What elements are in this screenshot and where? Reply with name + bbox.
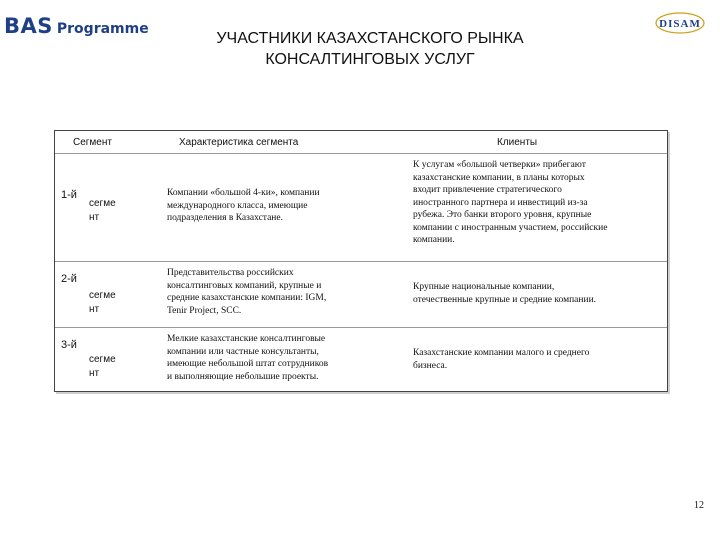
clients-line: иностранного партнера и инвестиций из-за	[413, 197, 588, 208]
characteristic-line: Компании «большой 4-ки», компании	[167, 188, 320, 198]
row-divider	[55, 327, 667, 328]
logo-programme-text: Programme	[56, 21, 149, 37]
clients-line: К услугам «большой четверки» прибегают	[413, 160, 586, 170]
characteristic-line: подразделения в Казахстане.	[167, 213, 283, 223]
title-line-2: КОНСАЛТИНГОВЫХ УСЛУГ	[265, 51, 475, 68]
bas-programme-logo	[4, 14, 149, 38]
clients-line: бизнеса.	[413, 360, 448, 371]
page-title	[150, 28, 590, 70]
disam-logo	[654, 10, 706, 36]
characteristic-line: международного класса, имеющие	[167, 200, 308, 211]
row-divider	[55, 261, 667, 262]
segment-number: 3-й	[61, 339, 77, 351]
segment-word: сегме нт	[89, 198, 116, 223]
segment-characteristic	[167, 333, 397, 383]
characteristic-line: Представительства российских	[167, 268, 294, 278]
segment-number: 1-й	[61, 189, 77, 201]
characteristic-line: компании или частные консультанты,	[167, 346, 319, 357]
title-line-1: УЧАСТНИКИ КАЗАХСТАНСКОГО РЫНКА	[216, 30, 524, 47]
segment-characteristic	[167, 187, 397, 225]
segment-clients	[413, 347, 663, 372]
segment-word: сегме нт	[89, 290, 116, 315]
header-divider	[55, 153, 667, 154]
segment-clients	[413, 159, 663, 247]
clients-line: Казахстанские компании малого и среднего	[413, 348, 590, 358]
column-header-segment: Сегмент	[73, 137, 112, 148]
page-number: 12	[694, 500, 704, 511]
segments-table	[54, 130, 668, 392]
clients-line: входит привлечение стратегического	[413, 185, 562, 195]
segment-characteristic	[167, 267, 397, 317]
characteristic-line: средние казахстанские компании: IGM,	[167, 293, 327, 303]
column-header-clients: Клиенты	[497, 137, 538, 148]
characteristic-line: консалтинговых компаний, крупные и	[167, 280, 322, 291]
segment-clients	[413, 281, 663, 306]
logo-bas-text: BAS	[4, 14, 53, 38]
disam-logo-graphic	[654, 10, 706, 36]
column-header-characteristic: Характеристика сегмента	[179, 137, 299, 148]
characteristic-line: и выполняющие небольшие проекты.	[167, 371, 319, 382]
disam-logo-text: DISAM	[659, 18, 701, 30]
segment-number: 2-й	[61, 273, 77, 285]
characteristic-line: имеющие небольшой штат сотрудников	[167, 359, 329, 369]
clients-line: казахстанские компании, в планы которых	[413, 172, 585, 183]
clients-line: Крупные национальные компании,	[413, 282, 555, 292]
clients-line: компании.	[413, 235, 455, 245]
clients-line: рубежа. Это банки второго уровня, крупные	[413, 210, 592, 220]
characteristic-line: Tenir Project, SCC.	[167, 305, 242, 316]
clients-line: отечественные крупные и средние компании.	[413, 294, 597, 305]
segment-word: сегме нт	[89, 354, 116, 379]
characteristic-line: Мелкие казахстанские консалтинговые	[167, 334, 326, 344]
clients-line: компании с иностранным участием, российские	[413, 222, 608, 233]
